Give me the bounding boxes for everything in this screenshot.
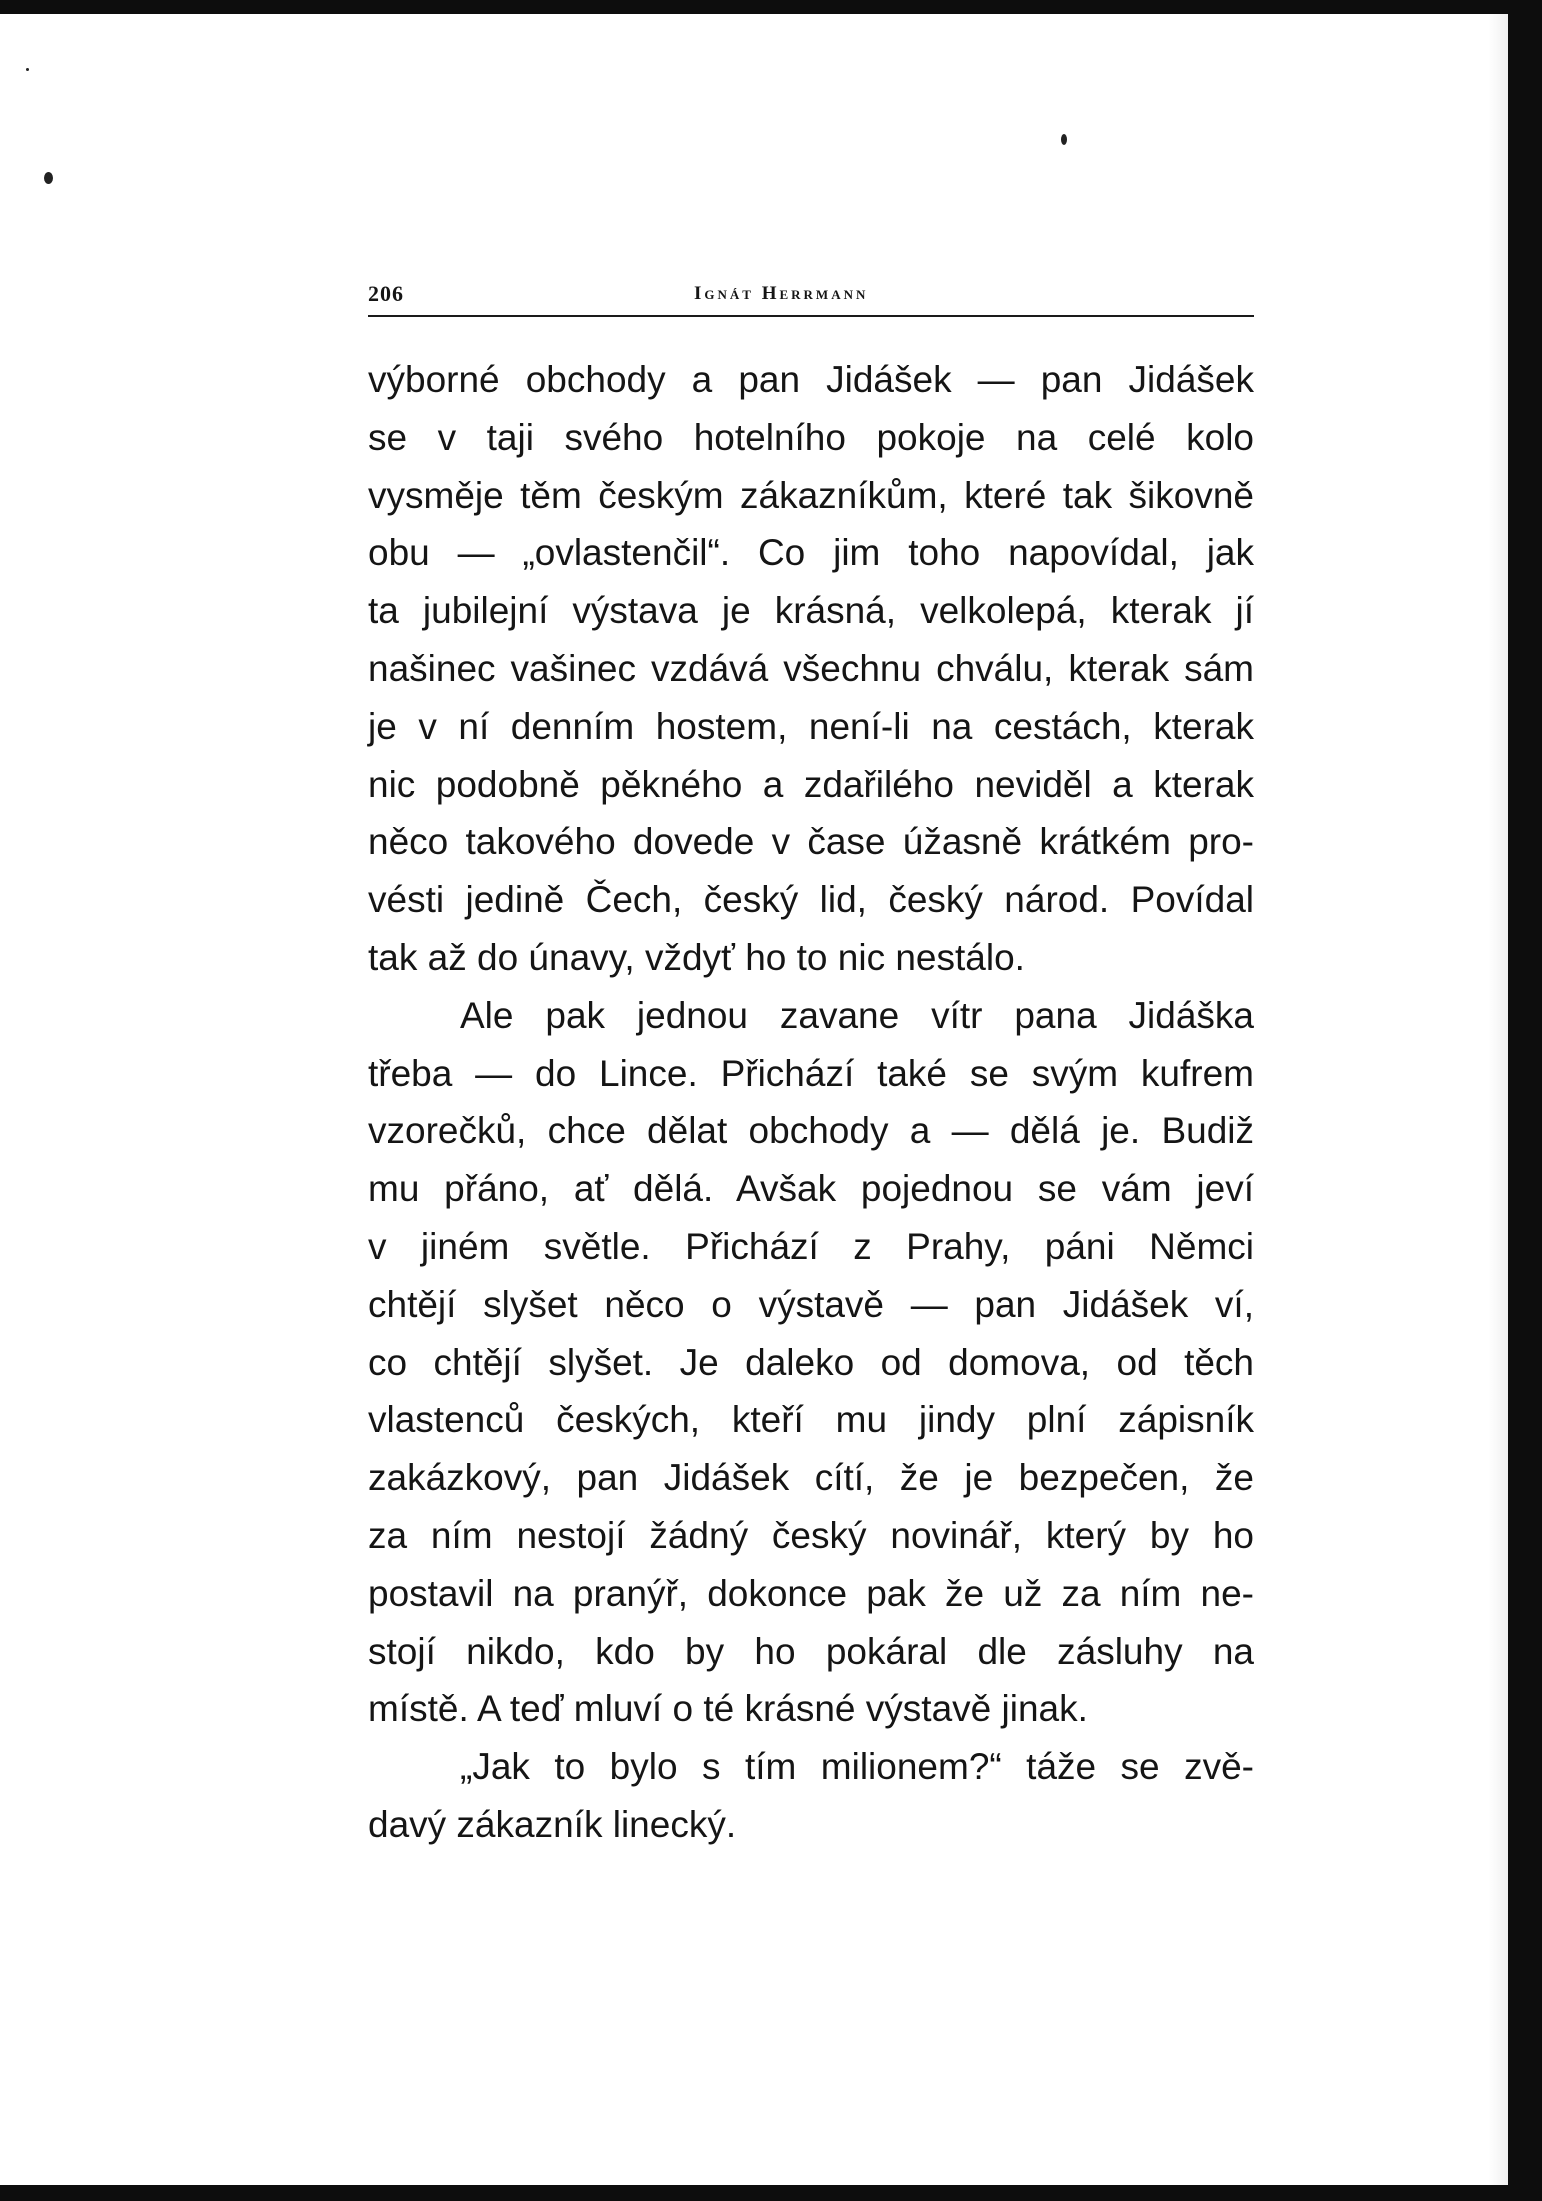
text-line: třeba — do Lince. Přichází také se svým kufrem [368, 1052, 1254, 1094]
text-line: obu — „ovlastenčil“. Co jim toho napovídal, jak [368, 532, 1254, 574]
text-line: výborné obchody a pan Jidášek — pan Jidášek [368, 359, 1254, 400]
text-line: ta jubilejní výstava je krásná, velkolepá, kterak jí [368, 590, 1254, 632]
text-line: nic podobně pěkného a zdařilého neviděl a kterak [368, 763, 1254, 805]
text-line: vysměje těm českým zákazníkům, které tak šikovně [368, 474, 1254, 516]
text-line: vzorečků, chce dělat obchody a — dělá je. Budiž [368, 1110, 1254, 1152]
text-line: našinec vašinec vzdává všechnu chválu, kterak sám [368, 647, 1254, 689]
text-line: místě. A teď mluví o té krásné výstavě jinak. [368, 1688, 1088, 1730]
running-header [368, 277, 1254, 317]
scan-speck [26, 68, 29, 71]
text-line: v jiném světle. Přichází z Prahy, páni Němci [368, 1225, 1254, 1267]
text-line: něco takového dovede v čase úžasně krátkém pro- [368, 821, 1254, 863]
text-line: se v taji svého hotelního pokoje na celé kolo [368, 416, 1254, 458]
scan-border-bottom [0, 2185, 1542, 2201]
scan-speck [44, 172, 53, 184]
scan-border-right [1508, 0, 1542, 2201]
text-line: davý zákazník linecký. [368, 1803, 737, 1845]
text-line: za ním nestojí žádný český novinář, který by ho [368, 1514, 1254, 1556]
text-line: vlastenců českých, kteří mu jindy plní zápisník [368, 1399, 1254, 1441]
book-page [368, 277, 1254, 1854]
text-line: stojí nikdo, kdo by ho pokáral dle zásluhy na [368, 1630, 1254, 1672]
text-line: tak až do únavy, vždyť ho to nic nestálo. [368, 936, 1025, 978]
text-line: Ale pak jednou zavane vítr pana Jidáška [460, 994, 1254, 1036]
page-number: 206 [368, 281, 404, 306]
text-line: zakázkový, pan Jidášek cítí, že je bezpečen, že [368, 1457, 1254, 1499]
text-line: mu přáno, ať dělá. Avšak pojednou se vám jeví [368, 1168, 1254, 1210]
page-edge-shadow [1488, 14, 1508, 2185]
text-line: je v ní denním hostem, není-li na cestách, kterak [368, 705, 1254, 747]
scan-speck [1061, 134, 1067, 145]
text-line: co chtějí slyšet. Je daleko od domova, od těch [368, 1341, 1254, 1383]
text-line: „Jak to bylo s tím milionem?“ táže se zvě- [460, 1746, 1254, 1788]
running-title: Ignát Herrmann [694, 283, 869, 304]
scan-border-top [0, 0, 1542, 14]
text-line: vésti jedině Čech, český lid, český národ. Povídal [368, 879, 1254, 921]
text-line: postavil na pranýř, dokonce pak že už za ním ne- [368, 1572, 1254, 1614]
text-line: chtějí slyšet něco o výstavě — pan Jidášek ví, [368, 1283, 1254, 1325]
body-text [368, 351, 1254, 1854]
